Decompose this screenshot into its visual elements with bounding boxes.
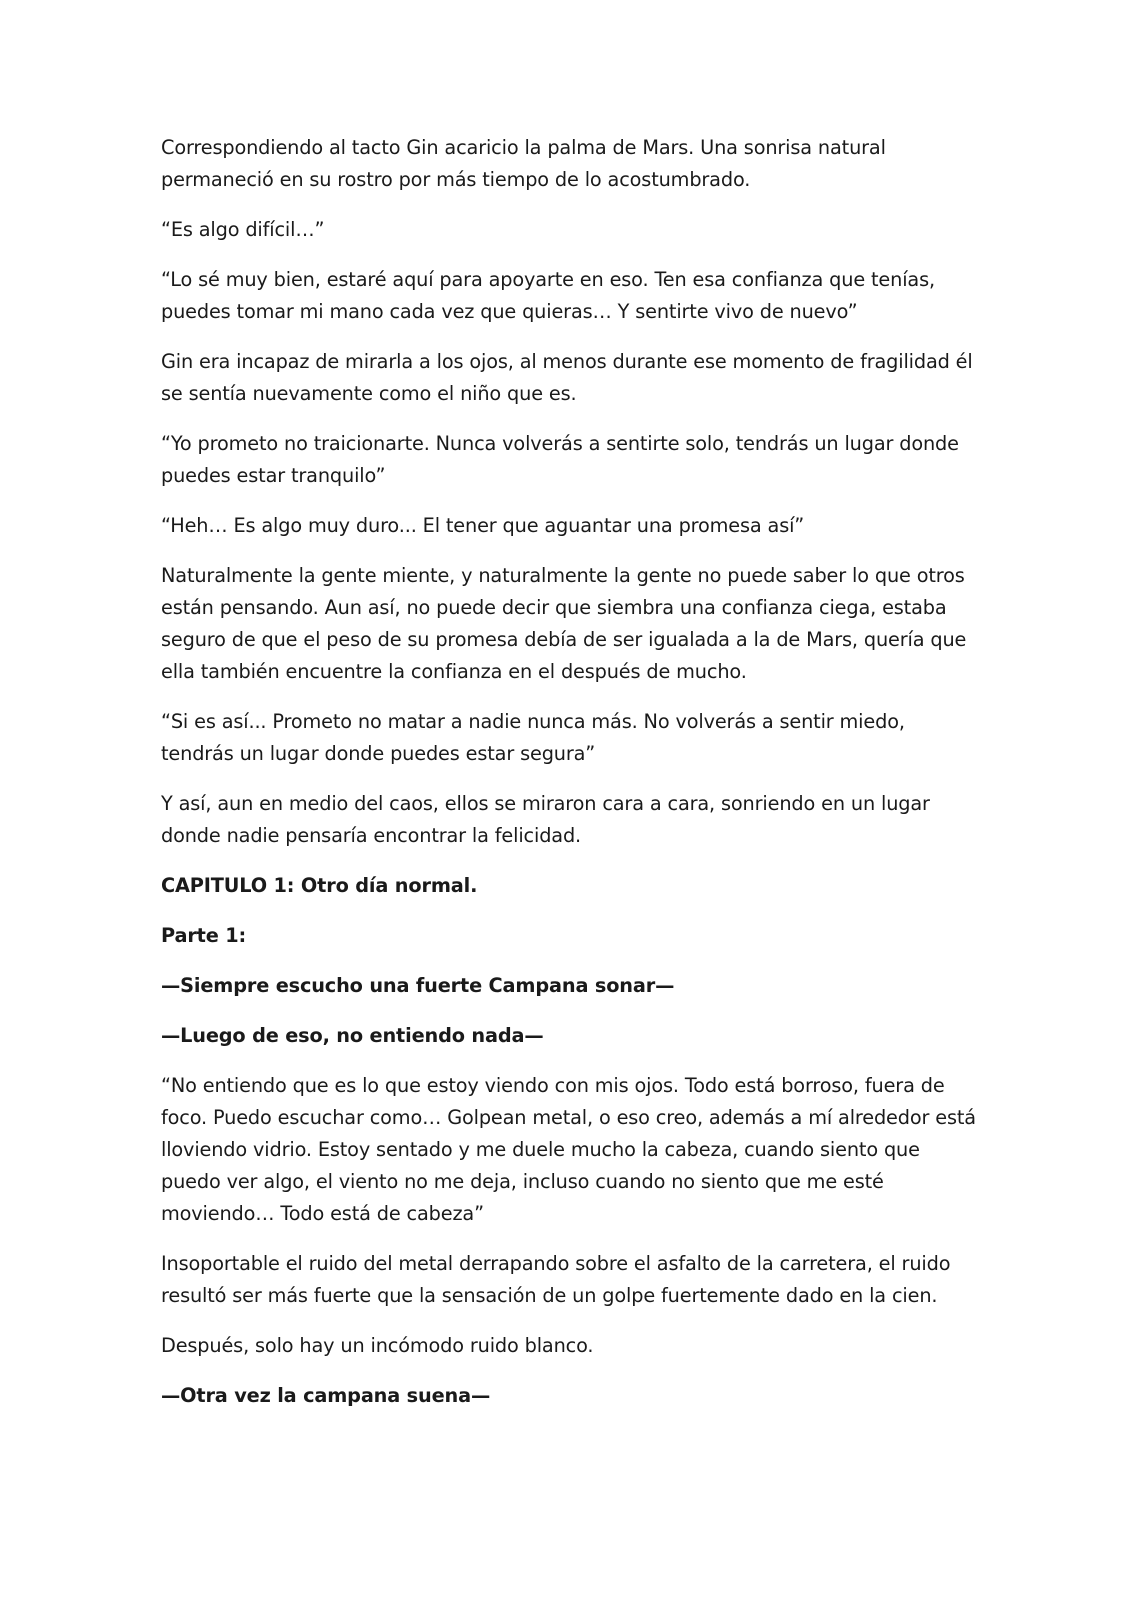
- bold-interlude-line: —Otra vez la campana suena—: [161, 1384, 491, 1407]
- chapter-heading: CAPITULO 1: Otro día normal.: [161, 874, 478, 897]
- dialogue-paragraph: “Lo sé muy bien, estaré aquí para apoyarte en eso. Ten esa confianza que tenías, puedes tomar mi mano cada vez que quieras… Y sentirte vivo de nuevo”: [161, 268, 935, 323]
- dialogue-paragraph: “Heh… Es algo muy duro... El tener que aguantar una promesa así”: [161, 514, 805, 537]
- part-heading: Parte 1:: [161, 924, 247, 947]
- document-body: [161, 132, 981, 1430]
- dialogue-paragraph: “Yo prometo no traicionarte. Nunca volverás a sentirte solo, tendrás un lugar donde puedes estar tranquilo”: [161, 432, 959, 487]
- paragraph: Naturalmente la gente miente, y naturalmente la gente no puede saber lo que otros están pensando. Aun así, no puede decir que siembra una confianza ciega, estaba seguro de que el peso de su promesa debía de ser igualada a la de Mars, quería que ella también encuentre la confianza en el después de mucho.: [161, 564, 967, 683]
- paragraph: Insoportable el ruido del metal derrapando sobre el asfalto de la carretera, el ruido resultó ser más fuerte que la sensación de un golpe fuertemente dado en la cien.: [161, 1252, 951, 1307]
- dialogue-paragraph: “Si es así... Prometo no matar a nadie nunca más. No volverás a sentir miedo, tendrás un lugar donde puedes estar segura”: [161, 710, 905, 765]
- dialogue-paragraph: “No entiendo que es lo que estoy viendo con mis ojos. Todo está borroso, fuera de foco. Puedo escuchar como… Golpean metal, o eso creo, además a mí alrededor está lloviendo vidrio. Estoy sentado y me duele mucho la cabeza, cuando siento que puedo ver algo, el viento no me deja, incluso cuando no siento que me esté moviendo… Todo está de cabeza”: [161, 1074, 976, 1225]
- dialogue-paragraph: “Es algo difícil…”: [161, 218, 325, 241]
- bold-interlude-line: —Siempre escucho una fuerte Campana sonar—: [161, 974, 675, 997]
- bold-interlude-line: —Luego de eso, no entiendo nada—: [161, 1024, 544, 1047]
- paragraph: Correspondiendo al tacto Gin acaricio la palma de Mars. Una sonrisa natural permaneció en su rostro por más tiempo de lo acostumbrado.: [161, 136, 886, 191]
- paragraph: Y así, aun en medio del caos, ellos se miraron cara a cara, sonriendo en un lugar donde nadie pensaría encontrar la felicidad.: [161, 792, 930, 847]
- paragraph: Gin era incapaz de mirarla a los ojos, al menos durante ese momento de fragilidad él se sentía nuevamente como el niño que es.: [161, 350, 973, 405]
- paragraph: Después, solo hay un incómodo ruido blanco.: [161, 1334, 594, 1357]
